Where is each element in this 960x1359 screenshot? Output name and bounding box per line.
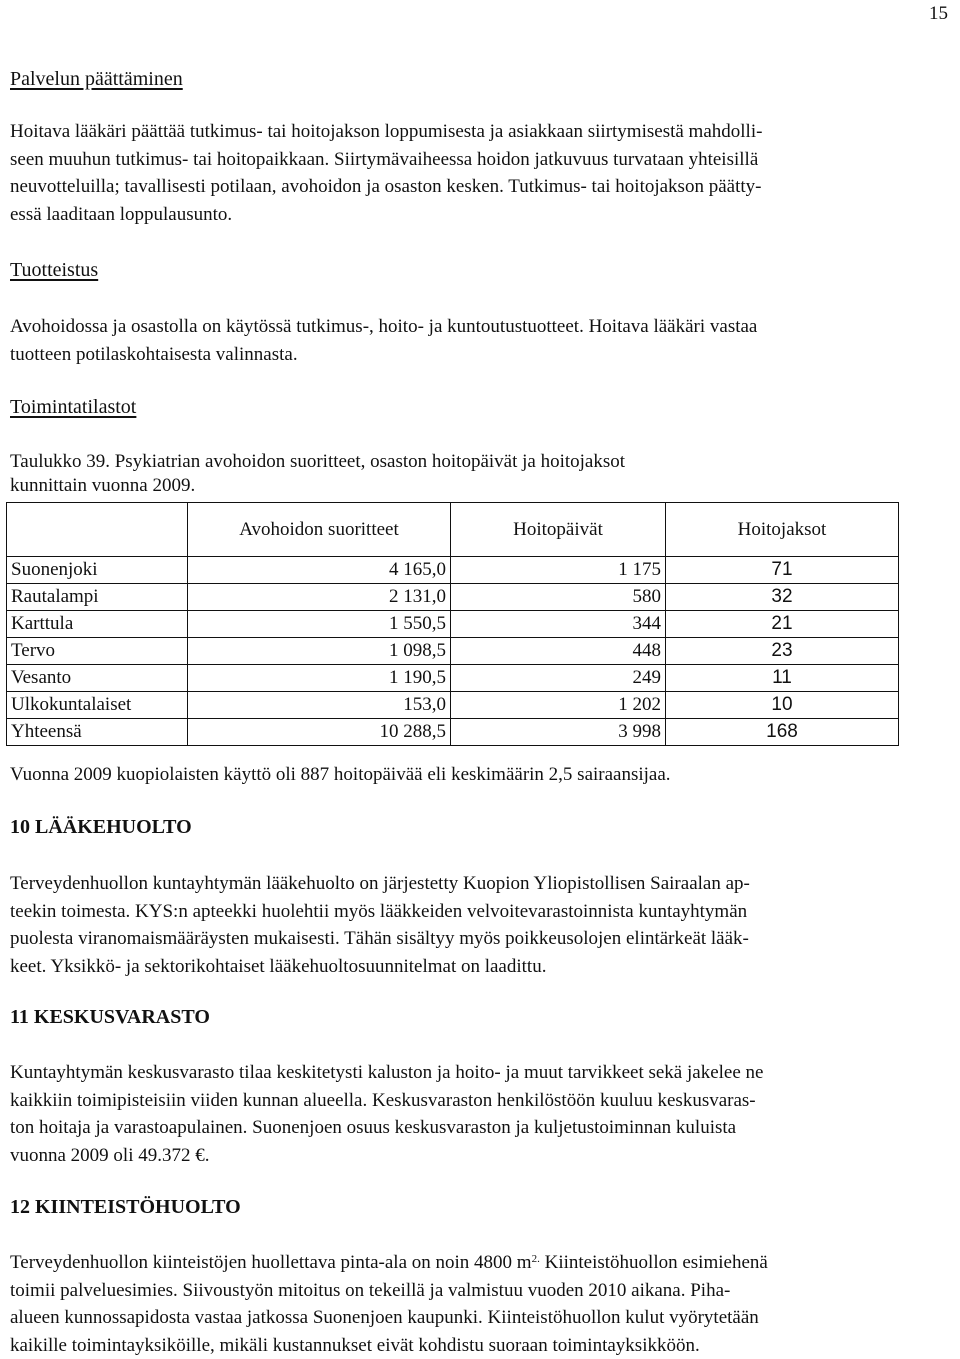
table-row [7, 665, 899, 692]
text-line: kunnittain vuonna 2009. [10, 472, 940, 500]
table-cell-hoitojaksot: 23 [666, 638, 899, 665]
table-cell-name: Yhteensä [7, 719, 188, 746]
table-cell-hoitojaksot: 168 [666, 719, 899, 746]
table-cell-hoitopaivat: 448 [451, 638, 666, 665]
table-header-cell: Hoitopäivät [451, 503, 666, 557]
text-line: puolesta viranomaismääräysten mukaisesti. Tähän sisältyy myös poikkeusolojen elintärkeät lääk- [10, 925, 940, 953]
table-row [7, 638, 899, 665]
text-line: kaikkiin toimipisteisiin viiden kunnan alueella. Keskusvaraston henkilöstöön kuuluu keskusvaras- [10, 1087, 940, 1115]
text-line: ton hoitaja ja varastoapulainen. Suonenjoen osuus keskusvaraston ja kuljetustoiminnan kuluista [10, 1114, 940, 1142]
text-line: Kuntayhtymän keskusvarasto tilaa keskitetysti kaluston ja hoito- ja muut tarvikkeet sekä jakelee ne [10, 1059, 940, 1087]
table-cell-hoitopaivat: 3 998 [451, 719, 666, 746]
table-header-cell [7, 503, 188, 557]
table-caption [10, 448, 940, 499]
table-cell-name: Ulkokuntalaiset [7, 692, 188, 719]
text-line: kaikille toimintayksiköille, mikäli kustannukset eivät kohdistu suoraan toimintayksikköön. [10, 1332, 940, 1359]
text-segment: Terveydenhuollon kiinteistöjen huollettava pinta-ala on noin 4800 m [10, 1252, 532, 1273]
text-line: seen muuhun tutkimus- tai hoitopaikkaan. Siirtymävaiheessa hoidon jatkuvuus turvataan yhteisillä [10, 146, 940, 174]
text-line: Terveydenhuollon kuntayhtymän lääkehuolto on järjestetty Kuopion Yliopistollisen Sairaalan ap- [10, 870, 940, 898]
table-cell-avohoito: 1 550,5 [188, 611, 451, 638]
page-number: 15 [929, 3, 948, 25]
paragraph-keskusvarasto [10, 1059, 940, 1169]
text-line: vuonna 2009 oli 49.372 €. [10, 1142, 940, 1170]
text-line: Hoitava lääkäri päättää tutkimus- tai hoitojakson loppumisesta ja asiakkaan siirtymisestä mahdolli- [10, 118, 940, 146]
section-heading-palvelun-paattaminen: Palvelun päättäminen [10, 68, 183, 91]
table-cell-name: Karttula [7, 611, 188, 638]
paragraph-tuotteistus [10, 313, 940, 368]
text-line: toimii palveluesimies. Siivoustyön mitoitus on tekeillä ja valmistuu vuoden 2010 aikana. Piha- [10, 1277, 940, 1305]
section-heading-tuotteistus: Tuotteistus [10, 259, 98, 282]
paragraph-laakehuolto [10, 870, 940, 980]
table-cell-avohoito: 1 190,5 [188, 665, 451, 692]
table-cell-hoitopaivat: 1 175 [451, 557, 666, 584]
text-line: keet. Yksikkö- ja sektorikohtaiset lääkehuoltosuunnitelmat on laadittu. [10, 953, 940, 981]
table-cell-hoitopaivat: 249 [451, 665, 666, 692]
table-cell-avohoito: 1 098,5 [188, 638, 451, 665]
table-cell-avohoito: 153,0 [188, 692, 451, 719]
table-row [7, 584, 899, 611]
text-line: Avohoidossa ja osastolla on käytössä tutkimus-, hoito- ja kuntoutustuotteet. Hoitava lääkäri vastaa [10, 313, 940, 341]
table-cell-name: Tervo [7, 638, 188, 665]
table-cell-hoitopaivat: 1 202 [451, 692, 666, 719]
text-line: Taulukko 39. Psykiatrian avohoidon suoritteet, osaston hoitopäivät ja hoitojaksot [10, 448, 940, 476]
table-row-total [7, 719, 899, 746]
table-cell-hoitojaksot: 32 [666, 584, 899, 611]
section-heading-toimintatilastot: Toimintatilastot [10, 396, 136, 419]
table-note: Vuonna 2009 kuopiolaisten käyttö oli 887 hoitopäivää eli keskimäärin 2,5 sairaansijaa. [10, 761, 940, 789]
table-header-cell: Avohoidon suoritteet [188, 503, 451, 557]
table-cell-hoitopaivat: 344 [451, 611, 666, 638]
superscript: 2. [532, 1253, 540, 1265]
section-heading-kiinteistohuolto: 12 KIINTEISTÖHUOLTO [10, 1196, 241, 1219]
table-cell-hoitopaivat: 580 [451, 584, 666, 611]
text-segment: Kiinteistöhuollon esimiehenä [540, 1252, 768, 1273]
table-cell-avohoito: 4 165,0 [188, 557, 451, 584]
text-line: essä laaditaan loppulausunto. [10, 201, 940, 229]
table-cell-avohoito: 2 131,0 [188, 584, 451, 611]
table-cell-name: Rautalampi [7, 584, 188, 611]
table-cell-hoitojaksot: 11 [666, 665, 899, 692]
table-header-cell: Hoitojaksot [666, 503, 899, 557]
table-cell-avohoito: 10 288,5 [188, 719, 451, 746]
text-line: tuotteen potilaskohtaisesta valinnasta. [10, 341, 940, 369]
table-row [7, 611, 899, 638]
text-line: neuvotteluilla; tavallisesti potilaan, avohoidon ja osaston kesken. Tutkimus- tai hoitojakson päätty- [10, 173, 940, 201]
table-cell-name: Vesanto [7, 665, 188, 692]
paragraph-kiinteistohuolto [10, 1249, 940, 1359]
table-cell-hoitojaksot: 71 [666, 557, 899, 584]
stats-table [6, 502, 899, 746]
table-cell-hoitojaksot: 21 [666, 611, 899, 638]
table-cell-hoitojaksot: 10 [666, 692, 899, 719]
table-row [7, 557, 899, 584]
paragraph-palvelun-paattaminen [10, 118, 940, 228]
text-line [10, 1249, 940, 1277]
section-heading-keskusvarasto: 11 KESKUSVARASTO [10, 1006, 210, 1029]
table-header-row [7, 503, 899, 557]
section-heading-laakehuolto: 10 LÄÄKEHUOLTO [10, 816, 192, 839]
table-row [7, 692, 899, 719]
table-cell-name: Suonenjoki [7, 557, 188, 584]
text-line: alueen kunnossapidosta vastaa jatkossa Suonenjoen kaupunki. Kiinteistöhuollon kulut vyörytetään [10, 1304, 940, 1332]
text-line: teekin toimesta. KYS:n apteekki huolehtii myös lääkkeiden velvoitevarastoinnista kuntayhtymän [10, 898, 940, 926]
